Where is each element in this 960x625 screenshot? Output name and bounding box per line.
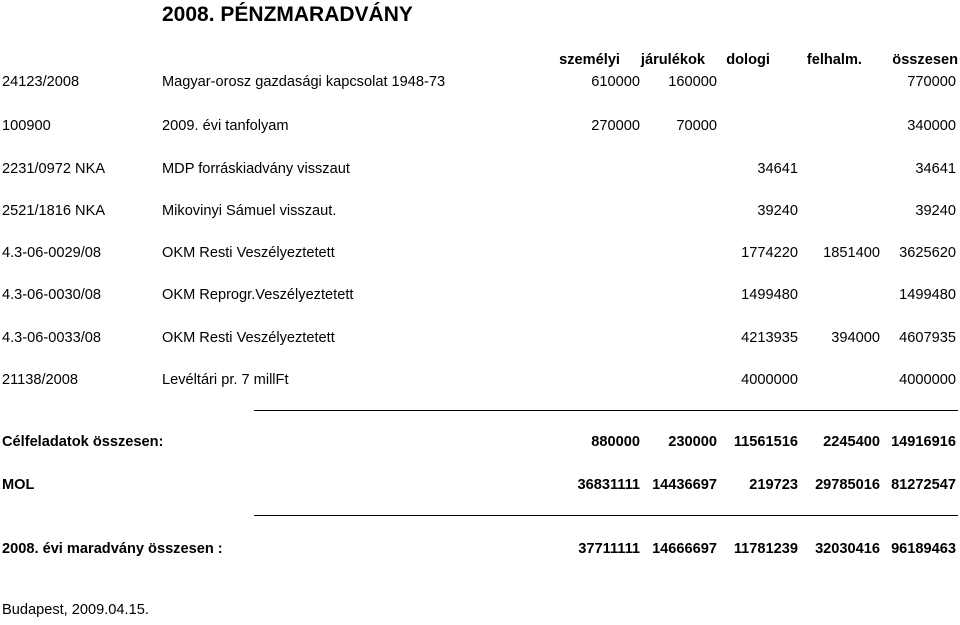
row-value-dologi: 1499480: [741, 287, 798, 303]
row-value-dologi: 1774220: [741, 245, 798, 261]
row-value-jarulekok: 160000: [668, 74, 717, 90]
mol-total-dologi: 219723: [749, 477, 798, 493]
column-header: járulékok: [640, 52, 705, 68]
row-value-felhalm: 1851400: [823, 245, 880, 261]
row-description: OKM Resti Veszélyeztetett: [162, 330, 335, 346]
row-id: 4.3-06-0033/08: [2, 330, 101, 346]
row-value-osszesen: 39240: [915, 203, 956, 219]
celfeladatok-total-osszesen: 14916916: [891, 434, 956, 450]
row-value-osszesen: 3625620: [899, 245, 956, 261]
column-header: dologi: [726, 52, 770, 68]
row-id: 100900: [2, 118, 51, 134]
row-value-jarulekok: 70000: [676, 118, 717, 134]
row-description: Magyar-orosz gazdasági kapcsolat 1948-73: [162, 74, 446, 90]
row-value-osszesen: 4607935: [899, 330, 956, 346]
celfeladatok-total-jarulekok: 230000: [668, 434, 717, 450]
grand-total-jarulekok: 14666697: [652, 541, 717, 557]
divider-line: [254, 410, 958, 411]
column-header: felhalm.: [806, 52, 862, 68]
mol-total-label: MOL: [2, 477, 35, 493]
row-id: 2231/0972 NKA: [2, 161, 106, 177]
celfeladatok-total-dologi: 11561516: [733, 434, 798, 450]
row-description: MDP forráskiadvány visszaut: [162, 161, 350, 177]
column-header: személyi: [559, 52, 620, 68]
row-value-osszesen: 340000: [907, 118, 956, 134]
grand-total-felhalm: 32030416: [815, 541, 880, 557]
mol-total-osszesen: 81272547: [891, 477, 956, 493]
row-id: 24123/2008: [2, 74, 80, 90]
mol-total-jarulekok: 14436697: [652, 477, 717, 493]
grand-total-szemelyi: 37711111: [578, 541, 640, 557]
row-value-dologi: 34641: [757, 161, 798, 177]
mol-total-szemelyi: 36831111: [577, 477, 640, 493]
row-description: Mikovinyi Sámuel visszaut.: [162, 203, 337, 219]
row-id: 21138/2008: [2, 372, 79, 388]
celfeladatok-total-felhalm: 2245400: [823, 434, 880, 450]
celfeladatok-total-label: Célfeladatok összesen:: [2, 434, 164, 450]
row-id: 4.3-06-0030/08: [2, 287, 101, 303]
row-id: 4.3-06-0029/08: [2, 245, 101, 261]
row-description: 2009. évi tanfolyam: [162, 118, 289, 134]
row-value-felhalm: 394000: [831, 330, 880, 346]
row-value-dologi: 4213935: [741, 330, 798, 346]
row-id: 2521/1816 NKA: [2, 203, 106, 219]
row-description: OKM Resti Veszélyeztetett: [162, 245, 335, 261]
row-value-dologi: 4000000: [741, 372, 798, 388]
row-value-szemelyi: 270000: [591, 118, 640, 134]
row-value-osszesen: 770000: [907, 74, 956, 90]
celfeladatok-total-szemelyi: 880000: [591, 434, 640, 450]
row-description: Levéltári pr. 7 millFt: [162, 372, 289, 388]
grand-total-dologi: 11781239: [733, 541, 798, 557]
row-value-osszesen: 34641: [915, 161, 956, 177]
footer-date: Budapest, 2009.04.15.: [2, 602, 149, 618]
grand-total-label: 2008. évi maradvány összesen :: [2, 541, 223, 557]
divider-line: [254, 515, 958, 516]
row-value-osszesen: 1499480: [899, 287, 956, 303]
page-title: 2008. PÉNZMARADVÁNY: [162, 3, 413, 26]
row-value-dologi: 39240: [757, 203, 798, 219]
row-value-osszesen: 4000000: [899, 372, 956, 388]
grand-total-osszesen: 96189463: [891, 541, 956, 557]
mol-total-felhalm: 29785016: [815, 477, 880, 493]
column-header: összesen: [892, 52, 958, 68]
row-description: OKM Reprogr.Veszélyeztetett: [162, 287, 354, 303]
row-value-szemelyi: 610000: [591, 74, 640, 90]
